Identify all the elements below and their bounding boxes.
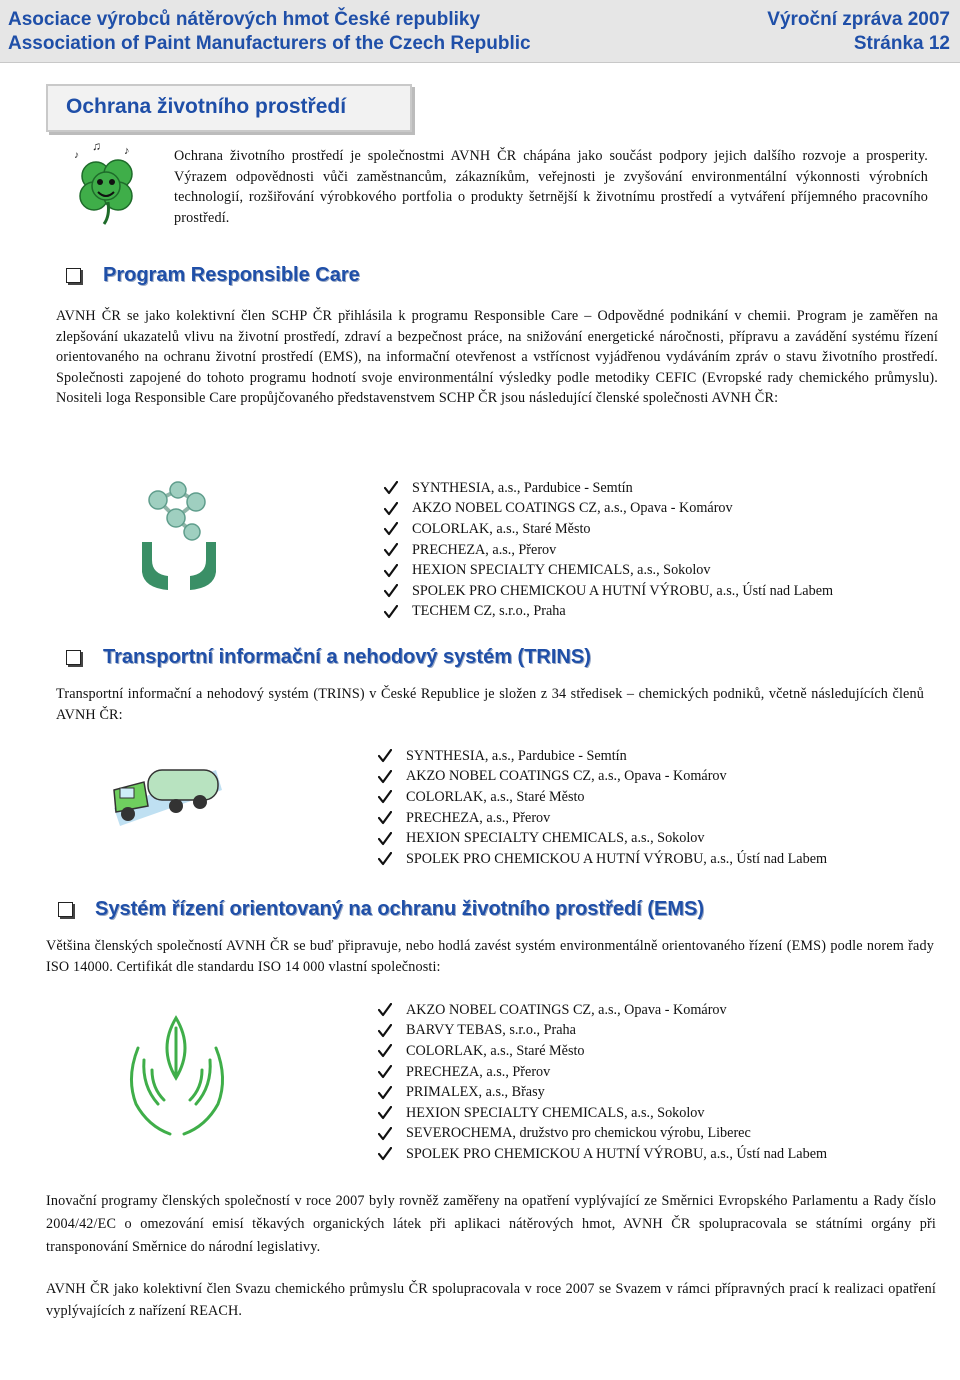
list-item	[378, 1062, 827, 1083]
member-name: COLORLAK, a.s., Staré Město	[412, 520, 591, 537]
checkmark-icon	[378, 1147, 392, 1161]
list-item	[384, 519, 833, 540]
ems-members-list	[378, 1000, 827, 1165]
trins-members-list	[378, 746, 827, 870]
page-header	[0, 0, 960, 63]
checkmark-icon	[384, 564, 398, 578]
page-number: Stránka 12	[853, 33, 950, 54]
svg-text:♪: ♪	[124, 145, 130, 157]
responsible-care-paragraph: AVNH ČR se jako kolektivní člen SCHP ČR přihlásila k programu Responsible Care – Odpovědné podnikání v chemii. Program je zaměřen na zlepšování ukazatelů vlivu na životní prostředí, zdraví a bezpečnost práce, na snižování energetické náročnosti, přípravu a zavádění systému řízení orientovaného na ochranu životní prostředí (EMS), na informační otevřenost a vstřícnost vyjádřenou vydáváním zpráv o stavu životního prostředí. Společnosti zapojené do tohoto programu hodnotí svoje environmentální výsledky podle metodiky CEFIC (Evropské rady chemického průmyslu). Nositeli loga Responsible Care propůjčovaného představenstvem SCHP ČR jsou následující členské společnosti AVNH ČR:	[56, 308, 938, 407]
member-name: BARVY TEBAS, s.r.o., Praha	[406, 1022, 576, 1039]
checkbox-bullet-icon	[66, 268, 81, 283]
checkmark-icon	[384, 584, 398, 598]
member-name: HEXION SPECIALTY CHEMICALS, a.s., Sokolov	[406, 1104, 705, 1121]
member-name: PRECHEZA, a.s., Přerov	[406, 809, 551, 826]
responsible-care-logo-icon	[134, 480, 224, 598]
list-item	[378, 1000, 827, 1021]
list-item	[378, 1041, 827, 1062]
checkmark-icon	[384, 522, 398, 536]
org-name-cz: Asociace výrobců nátěrových hmot České republiky	[8, 9, 481, 30]
list-item	[384, 478, 833, 499]
checkmark-icon	[378, 1024, 392, 1038]
member-name: COLORLAK, a.s., Staré Město	[406, 788, 585, 805]
checkmark-icon	[384, 481, 398, 495]
list-item	[378, 787, 827, 808]
checkmark-icon	[378, 1106, 392, 1120]
report-title: Výroční zpráva 2007	[767, 9, 950, 30]
intro-paragraph: Ochrana životního prostředí je společnostmi AVNH ČR chápána jako součást podpory jejich dalšího rozvoje a prosperity. Výrazem odpovědnosti vůči zaměstnancům, zákazníkům, veřejnosti je zvyšování environmentální výkonnosti výrobních technologií, rozšiřování výrobkového portfolia o produkty šetrnější k životnímu prostředí a vytváření příjemného pracovního prostředí.	[174, 148, 928, 226]
member-name: SYNTHESIA, a.s., Pardubice - Semtín	[412, 479, 633, 496]
closing-paragraph-2: AVNH ČR jako kolektivní člen Svazu chemického průmyslu ČR spolupracovala v roce 2007 se Svazem v rámci přípravných prací k realizaci opatření vyplývajících z nařízení REACH.	[46, 1281, 936, 1319]
checkmark-icon	[378, 1127, 392, 1141]
member-name: HEXION SPECIALTY CHEMICALS, a.s., Sokolov	[412, 562, 711, 579]
svg-text:♪: ♪	[74, 150, 79, 161]
list-item	[384, 581, 833, 602]
list-item	[378, 1124, 827, 1145]
member-name: PRIMALEX, a.s., Břasy	[406, 1084, 545, 1101]
checkmark-icon	[378, 1003, 392, 1017]
list-item	[378, 1021, 827, 1042]
page-title-box	[46, 84, 412, 132]
member-name: SPOLEK PRO CHEMICKOU A HUTNÍ VÝROBU, a.s., Ústí nad Labem	[412, 582, 834, 599]
list-item	[378, 828, 827, 849]
checkmark-icon	[378, 1044, 392, 1058]
checkmark-icon	[378, 811, 392, 825]
checkbox-bullet-icon	[58, 902, 73, 917]
responsible-care-members-list	[384, 478, 833, 622]
list-item	[378, 1144, 827, 1165]
list-item	[378, 849, 827, 870]
checkmark-icon	[378, 1065, 392, 1079]
member-name: SPOLEK PRO CHEMICKOU A HUTNÍ VÝROBU, a.s., Ústí nad Labem	[406, 1145, 828, 1162]
member-name: AKZO NOBEL COATINGS CZ, a.s., Opava - Komárov	[406, 768, 727, 785]
checkbox-bullet-icon	[66, 650, 81, 665]
section-title: Program Responsible Care	[103, 264, 360, 286]
member-name: HEXION SPECIALTY CHEMICALS, a.s., Sokolov	[406, 830, 705, 847]
member-name: SEVEROCHEMA, družstvo pro chemickou výrobu, Liberec	[406, 1125, 751, 1142]
list-item	[378, 746, 827, 767]
section-heading-trins	[66, 646, 591, 669]
list-item	[378, 1103, 827, 1124]
checkmark-icon	[378, 790, 392, 804]
member-name: SYNTHESIA, a.s., Pardubice - Semtín	[406, 747, 627, 764]
list-item	[384, 499, 833, 520]
org-name-en: Association of Paint Manufacturers of the Czech Republic	[8, 33, 531, 54]
member-name: PRECHEZA, a.s., Přerov	[412, 541, 557, 558]
member-name: AKZO NOBEL COATINGS CZ, a.s., Opava - Komárov	[406, 1001, 727, 1018]
member-name: COLORLAK, a.s., Staré Město	[406, 1042, 585, 1059]
checkmark-icon	[384, 543, 398, 557]
closing-paragraph-1: Inovační programy členských společností v roce 2007 byly rovněž zaměřeny na opatření vyplývající ze Směrnici Evropského Parlamentu a Rady číslo 2004/42/EC o omezování emisí těkavých organických látek při aplikaci nátěrových hmot, AVNH ČR spolupracovala se státními orgány při transponování Směrnice do národní legislativy.	[46, 1193, 936, 1255]
ems-paragraph: Většina členských společností AVNH ČR se buď připravuje, nebo hodlá zavést systém environmentálně orientovaného řízení (EMS) podle norem řady ISO 14000. Certifikát dle standardu ISO 14 000 vlastní společnosti:	[46, 938, 934, 975]
section-heading-ems	[58, 898, 704, 921]
checkmark-icon	[384, 605, 398, 619]
member-name: SPOLEK PRO CHEMICKOU A HUTNÍ VÝROBU, a.s., Ústí nad Labem	[406, 850, 828, 867]
section-title: Systém řízení orientovaný na ochranu životního prostředí (EMS)	[95, 898, 704, 920]
trins-paragraph: Transportní informační a nehodový systém (TRINS) v České Republice je složen z 34 středisek – chemických podniků, včetně následujících členů AVNH ČR:	[56, 686, 924, 723]
list-item	[378, 808, 827, 829]
section-title: Transportní informační a nehodový systém (TRINS)	[103, 646, 591, 668]
member-name: AKZO NOBEL COATINGS CZ, a.s., Opava - Komárov	[412, 500, 733, 517]
checkmark-icon	[378, 832, 392, 846]
hands-leaf-icon	[118, 1008, 236, 1140]
member-name: PRECHEZA, a.s., Přerov	[406, 1063, 551, 1080]
section-heading-responsible-care	[66, 264, 360, 287]
list-item	[384, 540, 833, 561]
checkmark-icon	[378, 749, 392, 763]
svg-text:♫: ♫	[92, 140, 101, 153]
checkmark-icon	[378, 770, 392, 784]
checkmark-icon	[378, 1086, 392, 1100]
checkmark-icon	[384, 502, 398, 516]
tanker-truck-icon	[104, 760, 228, 828]
member-name: TECHEM CZ, s.r.o., Praha	[412, 603, 566, 620]
list-item	[384, 602, 833, 623]
page-title: Ochrana životního prostředí	[66, 95, 347, 118]
list-item	[378, 1082, 827, 1103]
list-item	[378, 767, 827, 788]
checkmark-icon	[378, 852, 392, 866]
list-item	[384, 560, 833, 581]
clover-mascot-icon	[64, 140, 154, 226]
